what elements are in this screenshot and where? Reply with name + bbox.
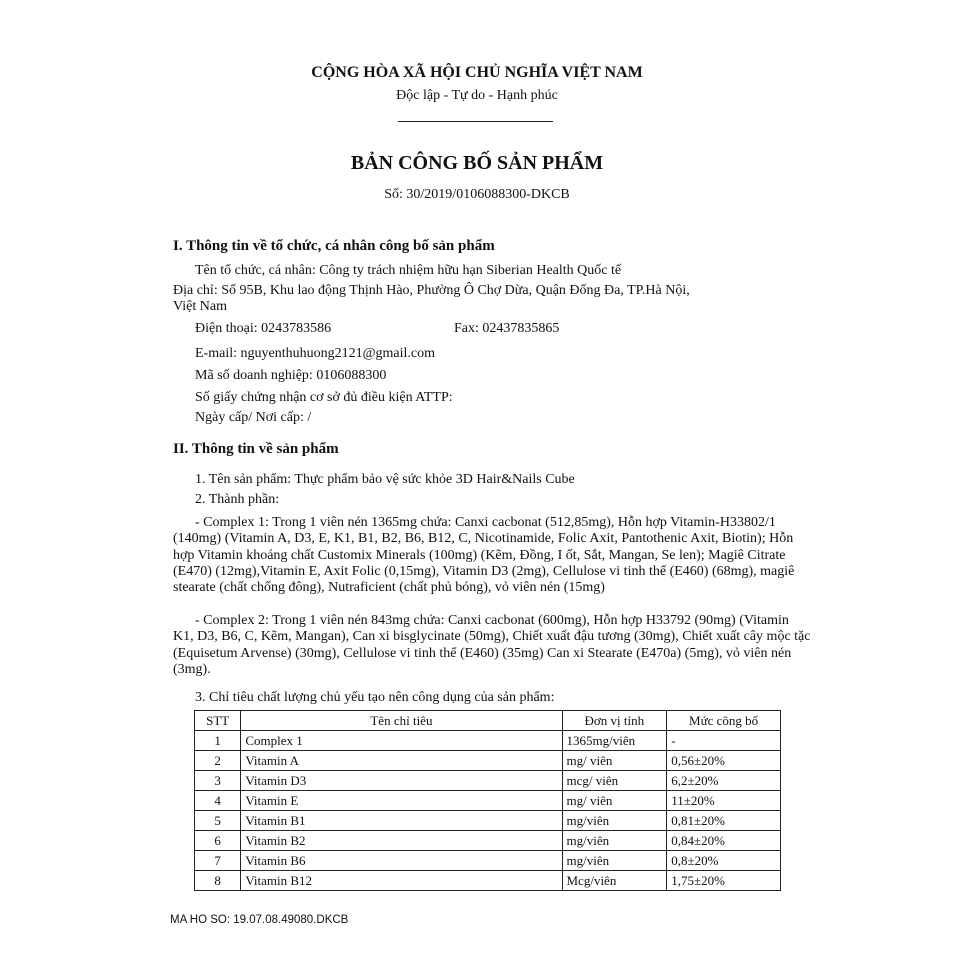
cell-unit: mg/ viên	[562, 791, 667, 811]
table-row	[195, 851, 781, 871]
section-1-heading: I. Thông tin về tổ chức, cá nhân công bố sản phẩm	[173, 238, 495, 254]
cell-level: -	[667, 731, 781, 751]
cell-level: 0,84±20%	[667, 831, 781, 851]
quality-criteria-label: 3. Chỉ tiêu chất lượng chủ yếu tạo nên công dụng của sản phẩm:	[195, 690, 555, 705]
cell-stt: 1	[195, 731, 241, 751]
complex-1-text: - Complex 1: Trong 1 viên nén 1365mg chứa: Canxi cacbonat (512,85mg), Hỗn hợp Vitamin-H33802/1 (140mg) (Vitamin A, D3, E, K1, B1, B2, B6, B12, C, Nicotinamide, Folic Axit, Pantothenic Axit, Biotin); Hỗn hợp Vitamin khoáng chất Customix Minerals (100mg) (Kẽm, Đồng, I ốt, Sắt, Mangan, Se len); Magiê Citrate (E470) (12mg),Vitamin E, Axit Folic (0,15mg), Vitamin D3 (2mg), Cellulose vi tinh thể (E460) (68mg), magiê stearate (chất chống đông), Nutraficient (chất phủ bóng), vỏ viên nén (15mg)	[173, 515, 795, 596]
column-header-level: Mức công bố	[667, 711, 781, 731]
cell-stt: 6	[195, 831, 241, 851]
document-title: BẢN CÔNG BỐ SẢN PHẨM	[350, 152, 604, 174]
complex-2-text: - Complex 2: Trong 1 viên nén 843mg chứa: Canxi cacbonat (600mg), Hỗn hợp H33792 (90mg) (Vitamin K1, D3, B6, C, Kẽm, Mangan), Can xi bisglycinate (50mg), Chiết xuất đậu tương (30mg), Chiết xuất cây mộc tặc (Equisetum Arvense) (30mg), Cellulose vi tinh thể (E460) (35mg) Can xi Stearate (E470a) (5mg), vỏ viên nén (3mg).	[173, 613, 811, 677]
cell-level: 0,8±20%	[667, 851, 781, 871]
cell-level: 11±20%	[667, 791, 781, 811]
table-row	[195, 871, 781, 891]
cell-unit: mg/ viên	[562, 751, 667, 771]
nation-heading: CỘNG HÒA XÃ HỘI CHỦ NGHĨA VIỆT NAM	[311, 64, 643, 81]
motto: Độc lập - Tự do - Hạnh phúc	[396, 88, 558, 103]
cell-name: Complex 1	[241, 731, 562, 751]
cell-level: 0,81±20%	[667, 811, 781, 831]
table-row	[195, 811, 781, 831]
fax: Fax: 02437835865	[454, 321, 560, 336]
complex-2-description	[173, 613, 813, 678]
table-header-row	[195, 711, 781, 731]
ingredients-label: 2. Thành phần:	[195, 492, 280, 507]
column-header-name: Tên chỉ tiêu	[241, 711, 562, 731]
issue-info: Ngày cấp/ Nơi cấp: /	[195, 410, 312, 425]
table-row	[195, 771, 781, 791]
cell-unit: mg/viên	[562, 811, 667, 831]
cell-unit: mcg/ viên	[562, 771, 667, 791]
cell-unit: 1365mg/viên	[562, 731, 667, 751]
tax-code: Mã số doanh nghiệp: 0106088300	[195, 368, 387, 383]
cell-stt: 8	[195, 871, 241, 891]
cell-unit: mg/viên	[562, 831, 667, 851]
cell-stt: 7	[195, 851, 241, 871]
table-row	[195, 751, 781, 771]
dossier-code: MA HO SO: 19.07.08.49080.DKCB	[170, 914, 349, 926]
cell-name: Vitamin B6	[241, 851, 562, 871]
cell-level: 1,75±20%	[667, 871, 781, 891]
cell-stt: 4	[195, 791, 241, 811]
address-line-2: Việt Nam	[173, 299, 227, 314]
cell-stt: 3	[195, 771, 241, 791]
section-2-heading: II. Thông tin về sản phẩm	[173, 441, 339, 457]
cell-name: Vitamin B1	[241, 811, 562, 831]
complex-1-description	[173, 515, 813, 596]
cell-name: Vitamin B12	[241, 871, 562, 891]
table-row	[195, 831, 781, 851]
address-line-1: Địa chỉ: Số 95B, Khu lao động Thịnh Hào, Phường Ô Chợ Dừa, Quận Đống Đa, TP.Hà Nội,	[173, 283, 690, 298]
cell-name: Vitamin D3	[241, 771, 562, 791]
email: E-mail: nguyenthuhuong2121@gmail.com	[195, 346, 435, 361]
header-divider	[398, 121, 553, 122]
cell-unit: Mcg/viên	[562, 871, 667, 891]
cell-level: 6,2±20%	[667, 771, 781, 791]
cell-name: Vitamin A	[241, 751, 562, 771]
column-header-stt: STT	[195, 711, 241, 731]
document-number: Số: 30/2019/0106088300-DKCB	[384, 187, 570, 202]
certificate-number: Số giấy chứng nhận cơ sở đủ điều kiện ATTP:	[195, 390, 453, 405]
cell-stt: 2	[195, 751, 241, 771]
cell-stt: 5	[195, 811, 241, 831]
column-header-unit: Đơn vị tính	[562, 711, 667, 731]
phone: Điện thoại: 0243783586	[195, 321, 332, 336]
cell-level: 0,56±20%	[667, 751, 781, 771]
cell-name: Vitamin B2	[241, 831, 562, 851]
cell-name: Vitamin E	[241, 791, 562, 811]
table-row	[195, 791, 781, 811]
organization-name: Tên tổ chức, cá nhân: Công ty trách nhiệm hữu hạn Siberian Health Quốc tế	[195, 263, 622, 278]
cell-unit: mg/viên	[562, 851, 667, 871]
quality-table	[194, 710, 781, 891]
table-row	[195, 731, 781, 751]
product-name: 1. Tên sản phẩm: Thực phẩm bảo vệ sức khỏe 3D Hair&Nails Cube	[195, 472, 575, 487]
